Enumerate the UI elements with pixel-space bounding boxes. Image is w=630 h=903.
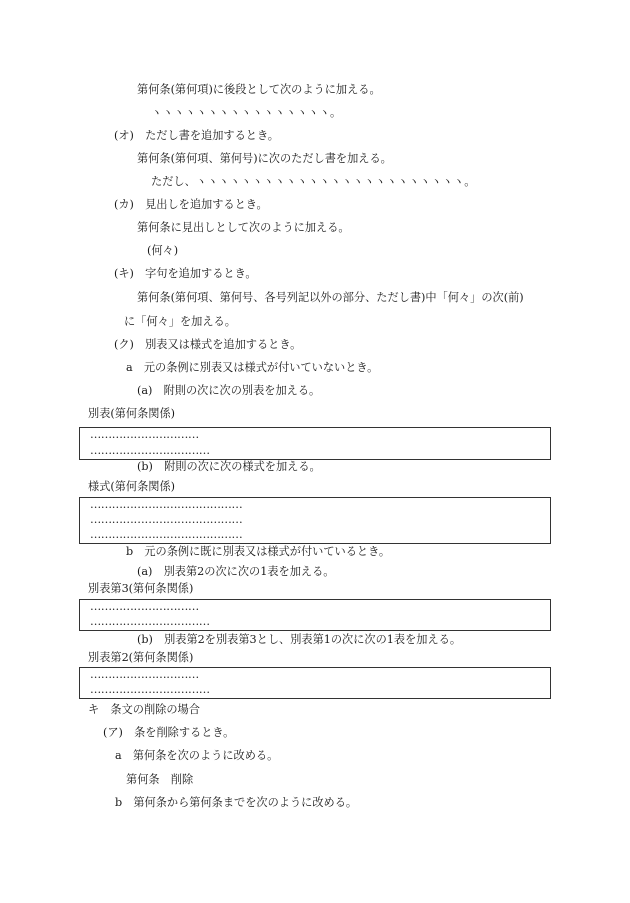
text-line: (a) 附則の次に次の別表を加える。 — [137, 384, 321, 397]
section-heading: キ 条文の削除の場合 — [88, 703, 200, 716]
text-line: b 第何条から第何条までを次のように改める。 — [115, 796, 358, 809]
text-line: ヽヽヽヽヽヽヽヽヽヽヽヽヽヽヽヽ。 — [151, 106, 342, 119]
text-line: (a) 別表第2の次に次の1表を加える。 — [137, 565, 335, 578]
text-line: 第何条に見出しとして次のように加える。 — [137, 221, 350, 234]
box-line: ………………………… — [90, 428, 199, 441]
dotted-box-2 — [79, 497, 551, 544]
box-line: …………………………………… — [90, 528, 243, 541]
dotted-box-1 — [79, 427, 551, 460]
text-line: に「何々」を加える。 — [124, 315, 236, 328]
text-line: (b) 附則の次に次の様式を加える。 — [137, 460, 321, 473]
box-line: …………………………………… — [90, 498, 243, 511]
text-line: 第何条(第何項)に後段として次のように加える。 — [137, 83, 381, 96]
box-line: …………………………………… — [90, 513, 243, 526]
table-caption: 別表第3(第何条関係) — [88, 582, 194, 595]
box-line: ………………………… — [90, 668, 199, 681]
text-line: a 第何条を次のように改める。 — [115, 749, 279, 762]
heading-ka: (カ) 見出しを追加するとき。 — [114, 198, 268, 211]
text-line: 第何条(第何項、第何号、各号列記以外の部分、ただし書)中「何々」の次(前) — [137, 291, 524, 304]
text-line: 第何条(第何項、第何号)に次のただし書を加える。 — [137, 152, 392, 165]
box-line: …………………………… — [90, 444, 210, 457]
table-caption: 別表第2(第何条関係) — [88, 651, 194, 664]
heading-ku: (ク) 別表又は様式を追加するとき。 — [114, 338, 302, 351]
box-line: ………………………… — [90, 600, 199, 613]
table-caption: 様式(第何条関係) — [88, 480, 176, 493]
dotted-box-4 — [79, 667, 551, 699]
heading-a: (ア) 条を削除するとき。 — [103, 726, 235, 739]
text-line: b 元の条例に既に別表又は様式が付いているとき。 — [126, 545, 391, 558]
heading-ki: (キ) 字句を追加するとき。 — [114, 267, 257, 280]
box-line: …………………………… — [90, 615, 210, 628]
text-line: 第何条 削除 — [126, 773, 194, 786]
text-line: (何々) — [147, 244, 179, 257]
text-line: a 元の条例に別表又は様式が付いていないとき。 — [126, 361, 379, 374]
table-caption: 別表(第何条関係) — [88, 407, 176, 420]
text-line: ただし、ヽヽヽヽヽヽヽヽヽヽヽヽヽヽヽヽヽヽヽヽヽヽヽヽ。 — [151, 175, 476, 188]
heading-o: (オ) ただし書を追加するとき。 — [114, 129, 279, 142]
text-line: (b) 別表第2を別表第3とし、別表第1の次に次の1表を加える。 — [137, 633, 462, 646]
box-line: …………………………… — [90, 683, 210, 696]
dotted-box-3 — [79, 599, 551, 631]
